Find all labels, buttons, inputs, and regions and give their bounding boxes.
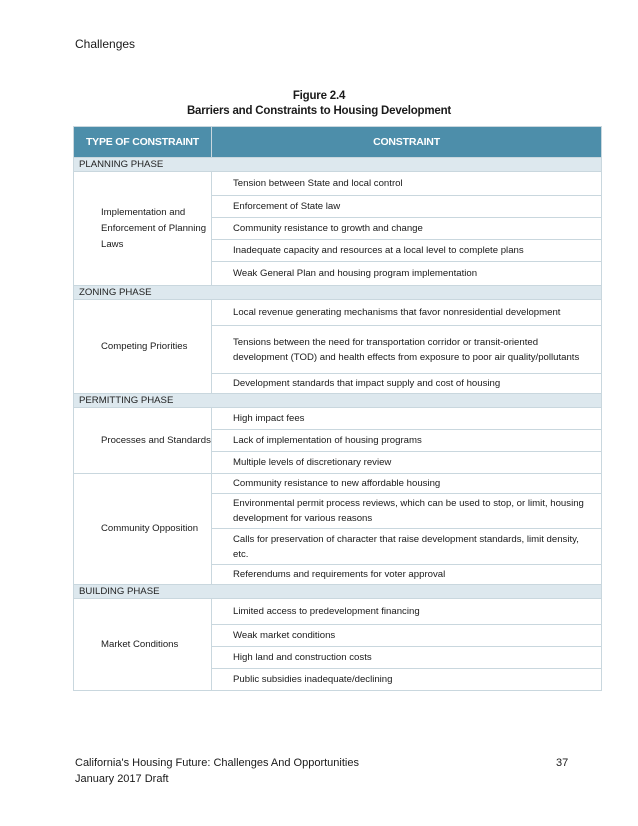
phase-label: BUILDING PHASE (74, 585, 602, 599)
phase-label: PLANNING PHASE (74, 158, 602, 172)
constraints-table (73, 126, 602, 691)
phase-label: PERMITTING PHASE (74, 394, 602, 408)
constraint-item: Weak market conditions (212, 625, 602, 647)
phase-row (74, 158, 602, 172)
constraint-item: Referendums and requirements for voter approval (212, 565, 602, 585)
figure-title: Barriers and Constraints to Housing Development (186, 105, 452, 117)
constraint-item: Limited access to predevelopment financing (212, 599, 602, 625)
figure-caption (0, 89, 638, 119)
phase-label: ZONING PHASE (74, 286, 602, 300)
page-number: 37 (556, 757, 569, 769)
footer-edition: January 2017 Draft (75, 773, 169, 785)
figure-label: Figure 2.4 (292, 90, 346, 102)
constraint-item: High impact fees (212, 408, 602, 430)
table-row (74, 599, 602, 625)
constraint-item: Weak General Plan and housing program implementation (212, 262, 602, 286)
column-header-type: TYPE OF CONSTRAINT (74, 127, 212, 158)
table-body (74, 158, 602, 691)
constraint-item: Local revenue generating mechanisms that favor nonresidential development (212, 300, 602, 326)
constraint-type: Competing Priorities (74, 300, 212, 394)
running-header: Challenges (75, 37, 136, 51)
constraint-item: Development standards that impact supply and cost of housing (212, 374, 602, 394)
table-row (74, 408, 602, 430)
constraint-item: Enforcement of State law (212, 196, 602, 218)
constraint-item: Calls for preservation of character that raise development standards, limit density, etc. (212, 529, 602, 565)
constraint-item: High land and construction costs (212, 647, 602, 669)
footer-document-title: California's Housing Future: Challenges And Opportunities (75, 757, 359, 769)
constraint-item: Tensions between the need for transportation corridor or transit-oriented development (TOD) and health effects from exposure to poor air quality/pollutants (212, 326, 602, 374)
constraint-item: Community resistance to new affordable housing (212, 474, 602, 494)
table-header-row (74, 127, 602, 158)
constraint-type: Processes and Standards (74, 408, 212, 474)
constraint-type: Implementation and Enforcement of Planning Laws (74, 172, 212, 286)
constraint-type: Community Opposition (74, 474, 212, 585)
constraint-item: Environmental permit process reviews, which can be used to stop, or limit, housing development for various reasons (212, 494, 602, 529)
table-row (74, 172, 602, 196)
constraint-item: Tension between State and local control (212, 172, 602, 196)
constraint-item: Lack of implementation of housing programs (212, 430, 602, 452)
table-row (74, 474, 602, 494)
phase-row (74, 585, 602, 599)
constraint-item: Community resistance to growth and change (212, 218, 602, 240)
table-row (74, 300, 602, 326)
constraint-type: Market Conditions (74, 599, 212, 691)
phase-row (74, 394, 602, 408)
constraint-item: Public subsidies inadequate/declining (212, 669, 602, 691)
constraint-item: Inadequate capacity and resources at a local level to complete plans (212, 240, 602, 262)
phase-row (74, 286, 602, 300)
column-header-constraint: CONSTRAINT (212, 127, 602, 158)
constraint-item: Multiple levels of discretionary review (212, 452, 602, 474)
